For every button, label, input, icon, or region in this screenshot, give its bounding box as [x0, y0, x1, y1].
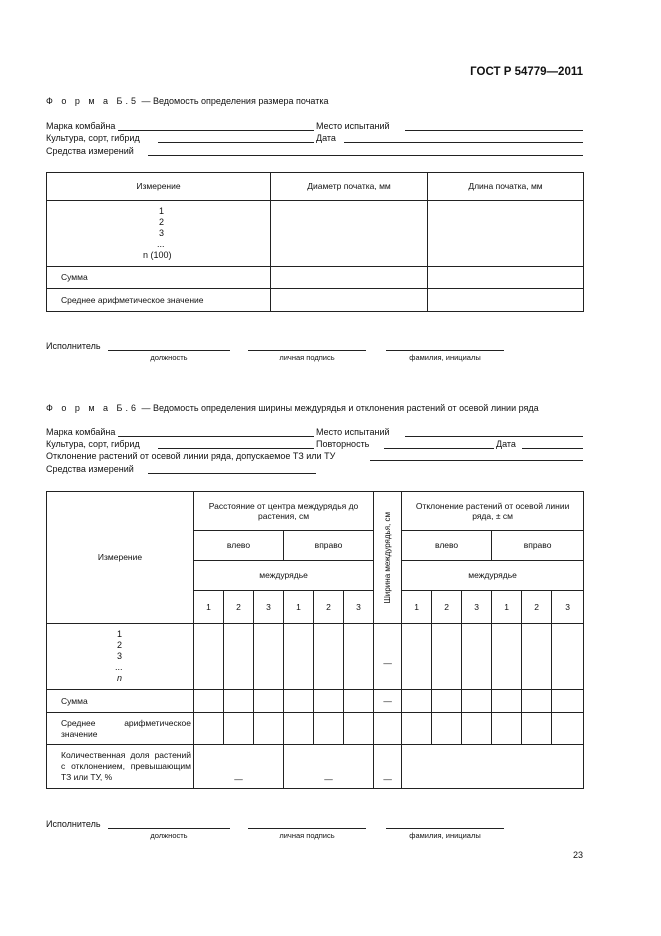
b5-cell[interactable]	[271, 201, 428, 267]
b6-executor-name-caption: фамилия, инициалы	[409, 831, 481, 840]
b6-cell[interactable]	[344, 713, 374, 745]
b6-cell[interactable]	[284, 690, 314, 713]
b6-header-left-1: влево	[194, 531, 284, 561]
b5-cell[interactable]	[428, 201, 584, 267]
b6-col-2: 2	[314, 591, 344, 624]
b6-mean-label: Среднее арифметическое значение	[47, 713, 194, 745]
b6-header-measurement: Измерение	[47, 492, 194, 624]
b6-header-right-2: вправо	[492, 531, 584, 561]
b6-cell[interactable]	[194, 713, 224, 745]
b6-num-2: 2	[117, 640, 123, 650]
b6-repeat-label: Повторность	[316, 439, 370, 449]
b6-col-2: 2	[432, 591, 462, 624]
b5-executor-position-field[interactable]	[108, 350, 230, 351]
b6-cell[interactable]	[224, 690, 254, 713]
b6-numbers-cell	[47, 624, 194, 690]
b6-cell[interactable]	[552, 690, 584, 713]
b6-instruments-field[interactable]	[148, 473, 316, 474]
b6-table	[46, 491, 584, 789]
b6-cell[interactable]	[254, 713, 284, 745]
b6-culture-label: Культура, сорт, гибрид	[46, 439, 140, 449]
b6-col-3: 3	[254, 591, 284, 624]
b6-cell[interactable]	[402, 624, 432, 690]
b6-executor-name-field[interactable]	[386, 828, 504, 829]
b6-num-3: 3	[117, 651, 123, 661]
document-standard-number: ГОСТ Р 54779—2011	[470, 66, 583, 78]
b6-cell[interactable]	[492, 624, 522, 690]
b5-culture-label: Культура, сорт, гибрид	[46, 133, 140, 143]
b5-executor-position-caption: должность	[150, 353, 188, 362]
b6-executor-signature-caption: личная подпись	[279, 831, 335, 840]
b6-cell[interactable]	[344, 624, 374, 690]
b6-place-label: Место испытаний	[316, 427, 390, 437]
b6-place-field[interactable]	[405, 436, 583, 437]
b6-header-interrow-1: междурядье	[194, 561, 374, 591]
b6-num-n: n	[117, 673, 123, 683]
b6-deviation-label: Отклонение растений от осевой линии ряда, допускаемое ТЗ или ТУ	[46, 451, 336, 461]
b6-col-1: 1	[284, 591, 314, 624]
b6-repeat-field[interactable]	[384, 448, 494, 449]
b6-cell[interactable]	[462, 713, 492, 745]
b6-cell[interactable]	[522, 624, 552, 690]
b6-col-1: 1	[194, 591, 224, 624]
b5-header-length: Длина початка, мм	[428, 173, 584, 201]
b6-cell[interactable]	[314, 624, 344, 690]
b6-num-ellipsis: ...	[115, 662, 123, 672]
b5-sum-label: Сумма	[47, 267, 271, 289]
b5-date-label: Дата	[316, 133, 336, 143]
b5-header-measurement: Измерение	[47, 173, 271, 201]
b6-header-deviation: Отклонение растений от осевой линии ряда, ± см	[402, 492, 584, 531]
b6-width-dash: —	[374, 690, 402, 713]
b6-share-dash-right: —	[284, 745, 374, 789]
b6-header-distance: Расстояние от центра междурядья до растения, см	[194, 492, 374, 531]
b6-cell[interactable]	[314, 713, 344, 745]
b5-cell[interactable]	[271, 289, 428, 312]
b6-header-width: Ширина междурядья, см	[382, 511, 392, 604]
form-b5-title-prefix: Ф о р м а Б.5	[46, 96, 139, 106]
b5-mean-label: Среднее арифметическое значение	[47, 289, 271, 312]
b5-num-ellipsis: ...	[157, 239, 165, 249]
b6-share-dash-width: —	[374, 745, 402, 789]
b6-cell[interactable]	[254, 690, 284, 713]
form-b5-title	[46, 96, 329, 107]
page-number: 23	[572, 850, 583, 860]
b5-place-label: Место испытаний	[316, 121, 390, 131]
b6-share-deviation-cell[interactable]	[402, 745, 584, 789]
b6-cell[interactable]	[462, 624, 492, 690]
b6-header-width-cell	[374, 492, 402, 624]
b6-header-right-1: вправо	[284, 531, 374, 561]
b6-cell[interactable]	[314, 690, 344, 713]
b6-col-3: 3	[552, 591, 584, 624]
b5-num-2: 2	[159, 217, 165, 227]
b5-combine-label: Марка комбайна	[46, 121, 116, 131]
b5-executor-name-caption: фамилия, инициалы	[409, 353, 481, 362]
b5-instruments-field[interactable]	[148, 155, 583, 156]
b6-cell[interactable]	[402, 690, 432, 713]
b6-culture-field[interactable]	[158, 448, 314, 449]
b6-cell[interactable]	[224, 624, 254, 690]
b6-cell[interactable]	[432, 690, 462, 713]
b6-combine-field[interactable]	[118, 436, 314, 437]
b5-date-field[interactable]	[344, 142, 583, 143]
b6-cell[interactable]	[462, 690, 492, 713]
b6-sum-label: Сумма	[47, 690, 194, 713]
b6-col-2: 2	[224, 591, 254, 624]
b5-executor-label: Исполнитель	[46, 341, 101, 351]
b6-width-dash: —	[374, 624, 402, 690]
b5-cell[interactable]	[428, 289, 584, 312]
b6-col-3: 3	[462, 591, 492, 624]
b5-header-diameter: Диаметр початка, мм	[271, 173, 428, 201]
b6-cell[interactable]	[522, 713, 552, 745]
b5-culture-field[interactable]	[158, 142, 314, 143]
b6-cell[interactable]	[284, 624, 314, 690]
b6-header-interrow-2: междурядье	[402, 561, 584, 591]
b6-executor-signature-field[interactable]	[248, 828, 366, 829]
b5-cell[interactable]	[271, 267, 428, 289]
b5-executor-name-field[interactable]	[386, 350, 504, 351]
b5-numbers-cell	[47, 201, 271, 267]
form-b6-title-text: — Ведомость определения ширины междурядья и отклонения растений от осевой линии ряда	[138, 403, 539, 413]
b6-date-field[interactable]	[522, 448, 583, 449]
b6-num-1: 1	[117, 629, 123, 639]
b6-cell[interactable]	[552, 624, 584, 690]
b5-executor-signature-field[interactable]	[248, 350, 366, 351]
b5-combine-field[interactable]	[118, 130, 314, 131]
b5-cell[interactable]	[428, 267, 584, 289]
b5-num-n: n (100)	[143, 250, 172, 260]
form-b6-title-prefix: Ф о р м а Б.6	[46, 403, 139, 413]
b6-cell[interactable]	[194, 624, 224, 690]
b6-cell[interactable]	[344, 690, 374, 713]
b6-cell[interactable]	[194, 690, 224, 713]
b6-cell[interactable]	[492, 690, 522, 713]
b6-cell[interactable]	[254, 624, 284, 690]
b6-cell[interactable]	[402, 713, 432, 745]
form-b5-title-text: — Ведомость определения размера початка	[138, 96, 329, 106]
b6-instruments-label: Средства измерений	[46, 464, 134, 474]
b6-header-left-2: влево	[402, 531, 492, 561]
b6-col-1: 1	[402, 591, 432, 624]
b6-col-3: 3	[344, 591, 374, 624]
b6-cell[interactable]	[552, 713, 584, 745]
b6-cell[interactable]	[492, 713, 522, 745]
b6-executor-position-field[interactable]	[108, 828, 230, 829]
b5-num-3: 3	[159, 228, 165, 238]
b5-executor-signature-caption: личная подпись	[279, 353, 335, 362]
b6-executor-label: Исполнитель	[46, 819, 101, 829]
b6-col-2: 2	[522, 591, 552, 624]
b6-col-1: 1	[492, 591, 522, 624]
b6-executor-position-caption: должность	[150, 831, 188, 840]
b6-combine-label: Марка комбайна	[46, 427, 116, 437]
b6-cell[interactable]	[224, 713, 254, 745]
b5-table	[46, 172, 584, 312]
b6-deviation-field[interactable]	[370, 460, 583, 461]
b6-cell[interactable]	[432, 713, 462, 745]
form-b6-title	[46, 403, 539, 414]
b6-cell[interactable]	[522, 690, 552, 713]
b5-instruments-label: Средства измерений	[46, 146, 134, 156]
b5-place-field[interactable]	[405, 130, 583, 131]
b6-share-dash-left: —	[194, 745, 284, 789]
b6-share-label: Количественная доля растений с отклонением, превышающим ТЗ или ТУ, %	[47, 745, 194, 789]
b6-cell[interactable]	[374, 713, 402, 745]
b6-cell[interactable]	[432, 624, 462, 690]
b6-date-label: Дата	[496, 439, 516, 449]
b6-cell[interactable]	[284, 713, 314, 745]
b5-num-1: 1	[159, 206, 165, 216]
